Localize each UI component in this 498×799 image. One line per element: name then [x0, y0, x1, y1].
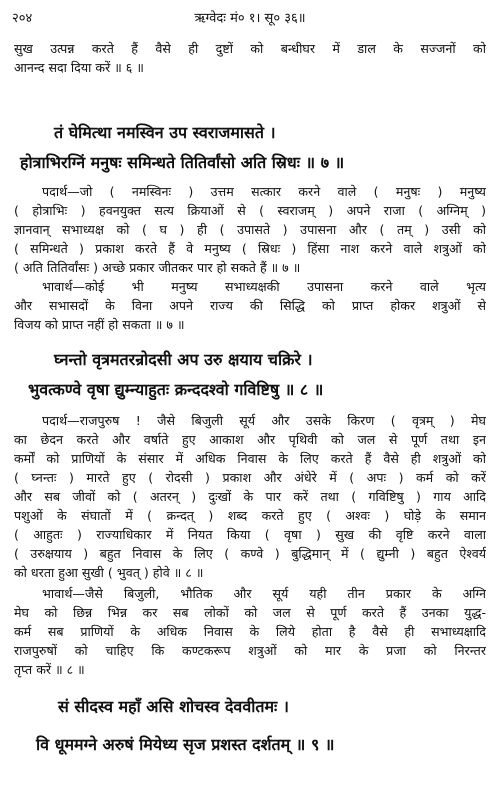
text-line: तृप्त करें ॥ ८ ॥ [14, 662, 85, 677]
continuation-text [14, 39, 486, 77]
text-line: भावार्थ—कोई भी मनुष्य सभाध्यक्षकी उपासना करने वाले भृत्य [42, 279, 486, 294]
mantra-9-line-1: सं सीदस्व महाँ असि शोचस्व देववीतमः । [58, 697, 289, 716]
page-number: २०४ [12, 11, 33, 26]
text-line: का छेदन करते और वर्षाते हुए आकाश और पृथिवी को जल से पूर्ण तथा इन [14, 432, 486, 447]
mantra-9-line-2: वि धूममग्ने अरुषं मियेध्य सृज प्रशस्त दर्शतम् ॥ ९ ॥ [36, 735, 335, 754]
mantra-8-line-1: घ्नन्तो वृत्रमतरन्रोदसी अप उरु क्षयाय चक्रिरे । [54, 350, 313, 369]
text-line: को धरता हुआ सुखी ( भुवत् ) होवे ॥ ८ ॥ [14, 565, 204, 580]
mantra-8-line-2: भुवत्कण्वे वृषा द्युम्न्याहुतः क्रन्ददश्वो गविष्टिषु ॥ ८ ॥ [28, 380, 324, 399]
text-line: ( घ्नन्तः ) मारते हुए ( रोदसी ) प्रकाश और अंधेरे में ( अपः ) कर्म को करें [14, 470, 486, 485]
mantra-7-line-2: होत्राभिरग्निं मनुषः समिन्धते तितिर्वांसो अति स्रिधः ॥ ७ ॥ [20, 153, 345, 172]
text-line: कर्म सब प्राणियों के अधिक निवास के लिये होता है वैसे ही सभाध्यक्षादि [14, 624, 486, 639]
text-line: कर्मों को प्राणियों के संसार में अधिक निवास के लिए करते हैं वैसे ही शत्रुओं को [14, 451, 486, 466]
text-line: ( आहुतः ) राज्याधिकार में नियत किया ( वृषा ) सुख की वृष्टि करने वाला [14, 527, 486, 542]
running-title: ऋग्वेदः मं० १। सू० ३६॥ [194, 11, 306, 26]
text-line: ( उरुक्षयाय ) बहुत निवास के लिए ( कण्वे ) बुद्धिमान् में ( द्युम्नी ) बहुत ऐश्वर्य [14, 546, 486, 561]
text-line: ( समिन्धते ) प्रकाश करते हैं वे मनुष्य ( स्रिधः ) हिंसा नाश करने वाले शत्रुओं को [14, 241, 486, 256]
text-line: और सभासदों के विना अपने राज्य की सिद्धि को प्राप्त होकर शत्रुओं से [14, 298, 486, 313]
text-line: ( होत्राभिः ) हवनयुक्त सत्य क्रियाओं से ( स्वराजम् ) अपने राजा ( अग्निम् ) [14, 203, 486, 218]
bhavartha-7 [14, 277, 486, 334]
text-line: और सब जीवों को ( अतरन् ) दुःखों के पार करें तथा ( गविष्टिषु ) गाय आदि [14, 489, 486, 504]
text-line: पदार्थ—राजपुरुष ! जैसे बिजुली सूर्य और उसके किरण ( वृत्रम् ) मेघ [42, 413, 486, 428]
mantra-7-line-1: तं घेमित्था नमस्विन उप स्वराजमासते । [54, 123, 276, 142]
text-line: पदार्थ—जो ( नमस्विनः ) उत्तम सत्कार करने वाले ( मनुषः ) मनुष्य [42, 184, 486, 199]
text-line: सुख उत्पन्न करते हैं वैसे ही दुष्टों को बन्धीघर में डाल के सज्जनों को [14, 41, 486, 56]
text-line: विजय को प्राप्त नहीं हो सकता ॥ ७ ॥ [14, 317, 185, 332]
page-header [12, 6, 488, 28]
text-line: भावार्थ—जैसे बिजुली, भौतिक और सूर्य यही तीन प्रकार के अग्नि [42, 586, 486, 601]
text-line: आनन्द सदा दिया करें ॥ ६ ॥ [14, 60, 144, 75]
text-line: पशुओं के संघातों में ( क्रन्दत् ) शब्द करते हुए ( अश्वः ) घोड़े के समान [14, 508, 486, 523]
text-line: ज्ञानवान् सभाध्यक्ष को ( घ ) ही ( उपासते ) उपासना और ( तम् ) उसी को [14, 222, 486, 237]
text-line: ( अति तितिर्वांसः ) अच्छे प्रकार जीतकर पार हो सकते हैं ॥ ७ ॥ [14, 260, 301, 275]
text-line: मेघ को छिन्न भिन्न कर सब लोकों को जल से पूर्ण करते हैं उनका युद्ध- [14, 605, 486, 620]
bhavartha-8 [14, 584, 486, 679]
padartha-8 [14, 411, 486, 582]
text-line: राजपुरुषों को चाहिए कि कण्टकरूप शत्रुओं को मार के प्रजा को निरन्तर [14, 643, 486, 658]
padartha-7 [14, 182, 486, 277]
